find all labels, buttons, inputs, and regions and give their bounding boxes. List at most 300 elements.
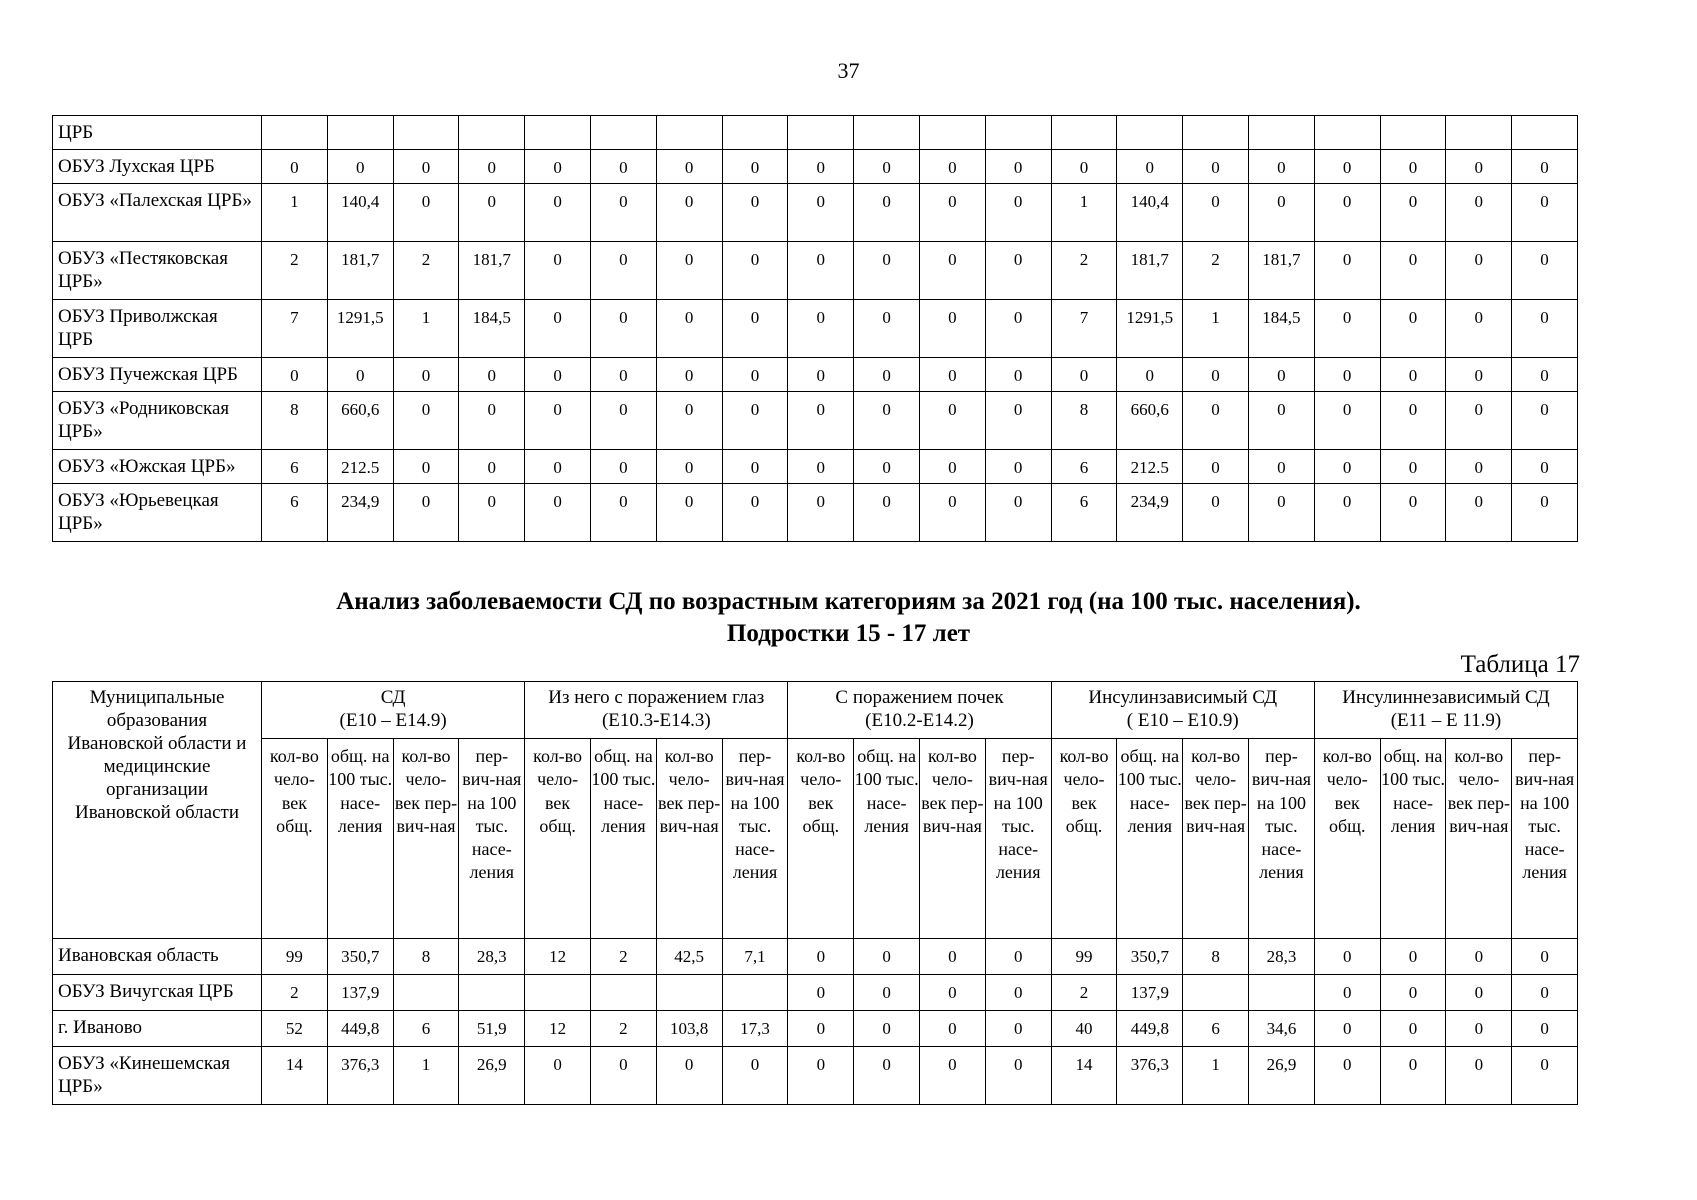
column-subheader: общ. на 100 тыс. насе-ления [1117, 739, 1183, 939]
table-cell: 0 [393, 150, 459, 184]
table-cell: 376,3 [1117, 1047, 1183, 1105]
table-cell: 234,9 [327, 484, 393, 542]
table-row [53, 300, 1578, 358]
table-cell: 40 [1051, 1011, 1117, 1047]
table-cell: 0 [1183, 392, 1249, 450]
column-group-header [525, 682, 788, 739]
table-cell: 0 [1380, 450, 1446, 484]
table-cell [1183, 975, 1249, 1011]
column-group-header [788, 682, 1051, 739]
table-cell: 0 [985, 392, 1051, 450]
table-cell: 14 [262, 1047, 328, 1105]
table-cell: 2 [262, 242, 328, 300]
table-cell: 7 [1051, 300, 1117, 358]
table-cell: 0 [1512, 939, 1578, 975]
table-cell [1051, 116, 1117, 150]
table-cell: 0 [985, 300, 1051, 358]
table-row [53, 484, 1578, 542]
table-cell: 0 [525, 484, 591, 542]
table-cell: 8 [393, 939, 459, 975]
page-number: 37 [837, 58, 860, 83]
table-cell: 0 [985, 150, 1051, 184]
table-cell: 0 [590, 1047, 656, 1105]
table-cell: 0 [1051, 358, 1117, 392]
table-cell: 1 [262, 184, 328, 242]
table-cell: 0 [1117, 358, 1183, 392]
table-cell: 376,3 [327, 1047, 393, 1105]
table-cell: 0 [393, 358, 459, 392]
table-cell: 0 [1248, 450, 1314, 484]
table-cell: 0 [590, 392, 656, 450]
table-cell: 0 [1512, 1047, 1578, 1105]
table-cell: 2 [1051, 975, 1117, 1011]
table-cell: 137,9 [1117, 975, 1183, 1011]
table-cell: 0 [1183, 484, 1249, 542]
table-cell: 0 [525, 358, 591, 392]
table-cell: 137,9 [327, 975, 393, 1011]
column-subheader: кол-во чело-век пер-вич-ная [1183, 739, 1249, 939]
table-cell: 0 [1248, 392, 1314, 450]
table-cell: 0 [919, 242, 985, 300]
table-cell: 2 [393, 242, 459, 300]
table-cell: 0 [1314, 184, 1380, 242]
table-cell: 0 [1380, 150, 1446, 184]
column-subheader: кол-во чело-век общ. [788, 739, 854, 939]
table-cell: 0 [1183, 358, 1249, 392]
table-cell: 0 [1446, 939, 1512, 975]
table-cell: 0 [854, 242, 920, 300]
table-cell: 28,3 [1249, 939, 1315, 975]
table-cell: 660,6 [1117, 392, 1183, 450]
table-cell: 0 [656, 150, 722, 184]
table-cell [393, 116, 459, 150]
table-cell: 0 [1183, 450, 1249, 484]
table-cell: 0 [985, 975, 1051, 1011]
group-header-codes: (Е10.2-Е14.2) [865, 710, 974, 731]
table-cell: 0 [722, 392, 788, 450]
table-cell: 1 [393, 1047, 459, 1105]
table-cell: 0 [1512, 450, 1578, 484]
column-subheader: пер-вич-ная на 100 тыс. насе-ления [722, 739, 788, 939]
table-cell: 26,9 [459, 1047, 525, 1105]
table-cell: 1 [1183, 1047, 1249, 1105]
table-cell: 0 [1446, 242, 1512, 300]
table-cell: 0 [788, 150, 854, 184]
table-cell: 0 [854, 300, 920, 358]
table-cell: 26,9 [1249, 1047, 1315, 1105]
table-cell: 0 [788, 1011, 854, 1047]
table-cell: 0 [1512, 1011, 1578, 1047]
table-cell: 12 [525, 1011, 591, 1047]
table-cell: 0 [722, 300, 788, 358]
table-cell: 181,7 [327, 242, 393, 300]
header-row-subcolumns [53, 739, 1578, 939]
table-cell: 2 [1051, 242, 1117, 300]
table-cell: 0 [1380, 939, 1446, 975]
column-subheader: кол-во чело-век общ. [262, 739, 328, 939]
table-cell: 0 [656, 242, 722, 300]
table-cell [393, 975, 459, 1011]
column-subheader: пер-вич-ная на 100 тыс. насе-ления [985, 739, 1051, 939]
table-cell [854, 116, 920, 150]
table-cell: 0 [1380, 392, 1446, 450]
table-cell: 0 [1380, 358, 1446, 392]
table-cell: 0 [590, 150, 656, 184]
column-subheader: общ. на 100 тыс. насе-ления [327, 739, 393, 939]
table-cell: 1 [1051, 184, 1117, 242]
table-cell: 0 [1183, 184, 1249, 242]
table-cell: 103,8 [656, 1011, 722, 1047]
table-cell: 0 [590, 484, 656, 542]
table-cell: 0 [854, 1047, 920, 1105]
table-cell: 0 [1380, 1011, 1446, 1047]
table-cell: 181,7 [459, 242, 525, 300]
column-subheader: кол-во чело-век общ. [1051, 739, 1117, 939]
table-cell: 28,3 [459, 939, 525, 975]
table-cell: 0 [920, 975, 986, 1011]
table-cell: 0 [985, 450, 1051, 484]
table-cell: 181,7 [1248, 242, 1314, 300]
table-cell: 99 [262, 939, 328, 975]
table-cell [590, 975, 656, 1011]
table-cell: 7,1 [722, 939, 788, 975]
table-row [53, 242, 1578, 300]
data-table-17 [52, 681, 1578, 1105]
table-cell: 0 [1248, 184, 1314, 242]
column-subheader: общ. на 100 тыс. насе-ления [590, 739, 656, 939]
row-label: ОБУЗ «Родниковская ЦРБ» [53, 392, 262, 450]
table-cell: 0 [1380, 300, 1446, 358]
table-cell: 0 [1051, 150, 1117, 184]
table-cell: 0 [788, 358, 854, 392]
table-cell: 0 [1512, 975, 1578, 1011]
table-cell [1248, 116, 1314, 150]
table-cell: 0 [1446, 150, 1512, 184]
group-header-title: Инсулиннезависимый СД [1342, 687, 1550, 708]
table-cell: 0 [525, 184, 591, 242]
table-cell: 0 [1314, 150, 1380, 184]
table-number-label: Таблица 17 [1460, 651, 1580, 678]
table-cell [1512, 116, 1578, 150]
row-label: ОБУЗ «Юрьевецкая ЦРБ» [53, 484, 262, 542]
table-cell: 0 [656, 184, 722, 242]
table-cell: 0 [1446, 392, 1512, 450]
table-cell: 2 [262, 975, 328, 1011]
table-cell: 0 [1117, 150, 1183, 184]
table-cell: 0 [1380, 242, 1446, 300]
table-cell: 184,5 [459, 300, 525, 358]
table-cell [459, 116, 525, 150]
table-cell: 52 [262, 1011, 328, 1047]
table-cell: 0 [656, 1047, 722, 1105]
table-cell: 0 [1314, 392, 1380, 450]
column-group-header [1314, 682, 1577, 739]
table-cell [1117, 116, 1183, 150]
table-cell: 0 [722, 484, 788, 542]
table-cell: 6 [262, 450, 328, 484]
table-cell: 0 [854, 939, 920, 975]
table-cell: 0 [590, 300, 656, 358]
table-cell: 0 [854, 150, 920, 184]
table-cell: 0 [788, 484, 854, 542]
table-cell [1249, 975, 1315, 1011]
table-cell: 0 [1446, 300, 1512, 358]
table-cell: 0 [459, 358, 525, 392]
column-subheader: кол-во чело-век пер-вич-ная [393, 739, 459, 939]
column-subheader: кол-во чело-век пер-вич-ная [656, 739, 722, 939]
table-cell: 0 [1380, 484, 1446, 542]
table-cell: 350,7 [1117, 939, 1183, 975]
table-cell: 0 [919, 450, 985, 484]
table-cell: 2 [590, 939, 656, 975]
table-cell: 1291,5 [327, 300, 393, 358]
table-cell: 0 [854, 484, 920, 542]
table-cell: 449,8 [1117, 1011, 1183, 1047]
column-subheader: общ. на 100 тыс. насе-ления [854, 739, 920, 939]
table-cell: 0 [854, 184, 920, 242]
table-cell: 0 [1314, 358, 1380, 392]
table-cell: 0 [722, 184, 788, 242]
table-cell: 42,5 [656, 939, 722, 975]
table-cell: 0 [1314, 1047, 1380, 1105]
table-cell: 0 [788, 939, 854, 975]
table-cell: 0 [459, 450, 525, 484]
table-cell: 0 [788, 975, 854, 1011]
table-cell: 0 [1380, 1047, 1446, 1105]
table-cell: 0 [854, 450, 920, 484]
row-label: ЦРБ [53, 116, 262, 150]
table-cell: 34,6 [1249, 1011, 1315, 1047]
table-cell: 0 [985, 1047, 1051, 1105]
table-cell: 0 [1380, 975, 1446, 1011]
table-cell: 17,3 [722, 1011, 788, 1047]
table-cell: 0 [1248, 484, 1314, 542]
table-cell [590, 116, 656, 150]
table-row [53, 358, 1578, 392]
table-cell: 0 [656, 450, 722, 484]
table-cell: 0 [722, 1047, 788, 1105]
column-group-header [1051, 682, 1314, 739]
row-label: г. Иваново [53, 1011, 262, 1047]
table-cell [459, 975, 525, 1011]
row-label: ОБУЗ Лухская ЦРБ [53, 150, 262, 184]
table-cell: 0 [985, 484, 1051, 542]
table-cell [1183, 116, 1249, 150]
column-subheader: кол-во чело-век общ. [1314, 739, 1380, 939]
row-label: Ивановская область [53, 939, 262, 975]
table-cell [262, 116, 328, 150]
table-cell [722, 116, 788, 150]
table-cell: 0 [1512, 358, 1578, 392]
table-cell: 0 [1314, 1011, 1380, 1047]
column-subheader: пер-вич-ная на 100 тыс. насе-ления [459, 739, 525, 939]
table-cell: 6 [262, 484, 328, 542]
table-cell: 0 [459, 484, 525, 542]
table-cell: 0 [985, 939, 1051, 975]
table-cell: 0 [525, 300, 591, 358]
table-cell: 0 [722, 242, 788, 300]
column-header-municipality: Муниципальные образования Ивановской области и медицинские организации Ивановской области [53, 682, 262, 939]
header-row-groups [53, 682, 1578, 739]
table-cell: 0 [1314, 939, 1380, 975]
table-cell: 449,8 [327, 1011, 393, 1047]
group-header-codes: (Е10.3-Е14.3) [601, 710, 711, 731]
section-title-line2: Подростки 15 - 17 лет [726, 620, 971, 647]
table-cell: 0 [1512, 184, 1578, 242]
table-cell: 0 [656, 392, 722, 450]
table-cell: 0 [985, 1011, 1051, 1047]
group-header-codes: (Е11 – Е 11.9) [1390, 710, 1502, 731]
table-row [53, 450, 1578, 484]
table-cell [327, 116, 393, 150]
table-cell: 0 [788, 184, 854, 242]
table-cell: 0 [1446, 975, 1512, 1011]
table-cell: 0 [919, 392, 985, 450]
table-row [53, 150, 1578, 184]
table-cell: 0 [393, 450, 459, 484]
table-cell: 0 [525, 450, 591, 484]
table-cell [985, 116, 1051, 150]
table-cell: 8 [1183, 939, 1249, 975]
row-label: ОБУЗ «Пестяковская ЦРБ» [53, 242, 262, 300]
table-cell: 0 [327, 150, 393, 184]
table-cell: 0 [393, 184, 459, 242]
table-cell: 0 [788, 392, 854, 450]
table-cell: 0 [985, 184, 1051, 242]
table-row [53, 1011, 1578, 1047]
table-cell: 184,5 [1248, 300, 1314, 358]
table-cell [1446, 116, 1512, 150]
table-cell: 0 [1446, 184, 1512, 242]
row-label: ОБУЗ «Южская ЦРБ» [53, 450, 262, 484]
table-cell: 99 [1051, 939, 1117, 975]
table-cell [1314, 116, 1380, 150]
table-cell: 0 [590, 450, 656, 484]
section-title [0, 586, 1697, 650]
table-cell: 0 [1314, 484, 1380, 542]
group-header-title: СД [380, 687, 406, 708]
table-cell: 0 [327, 358, 393, 392]
table-cell: 0 [590, 242, 656, 300]
table-cell: 0 [1512, 300, 1578, 358]
group-header-codes: (Е10 – Е14.9) [339, 710, 447, 731]
table-cell: 0 [788, 300, 854, 358]
table-cell [919, 116, 985, 150]
table-cell: 0 [393, 392, 459, 450]
table-cell: 6 [1051, 450, 1117, 484]
table-cell: 0 [788, 1047, 854, 1105]
table-cell: 6 [1051, 484, 1117, 542]
table-cell: 2 [590, 1011, 656, 1047]
table-row [53, 184, 1578, 242]
table-cell: 0 [1314, 975, 1380, 1011]
column-subheader: кол-во чело-век пер-вич-ная [1446, 739, 1512, 939]
table-cell: 0 [590, 358, 656, 392]
table-cell [788, 116, 854, 150]
table-cell: 140,4 [1117, 184, 1183, 242]
table-cell: 1 [1183, 300, 1249, 358]
table-cell: 0 [525, 392, 591, 450]
table-row [53, 392, 1578, 450]
table-cell [656, 116, 722, 150]
table-cell: 0 [1512, 392, 1578, 450]
table-cell: 0 [788, 242, 854, 300]
table-cell: 0 [656, 300, 722, 358]
table-cell: 1 [393, 300, 459, 358]
table-cell: 2 [1183, 242, 1249, 300]
column-group-header [262, 682, 525, 739]
table-cell: 0 [1380, 184, 1446, 242]
table-cell: 0 [1446, 1047, 1512, 1105]
table-cell: 51,9 [459, 1011, 525, 1047]
table-cell: 0 [1314, 450, 1380, 484]
table-cell: 0 [525, 150, 591, 184]
table-cell: 0 [1512, 242, 1578, 300]
group-header-title: Из него с поражением глаз [548, 687, 765, 708]
section-title-line1: Анализ заболеваемости СД по возрастным категориям за 2021 год (на 100 тыс. населения). [336, 588, 1361, 615]
column-subheader: общ. на 100 тыс. насе-ления [1380, 739, 1446, 939]
table-cell [525, 975, 591, 1011]
table-cell: 0 [1512, 484, 1578, 542]
row-label: ОБУЗ Пучежская ЦРБ [53, 358, 262, 392]
table-cell: 0 [920, 1047, 986, 1105]
table-cell: 0 [1248, 150, 1314, 184]
table-cell: 0 [1446, 450, 1512, 484]
table-cell: 0 [788, 450, 854, 484]
table-cell: 0 [262, 150, 328, 184]
table-row [53, 116, 1578, 150]
table-cell: 8 [262, 392, 328, 450]
table-cell: 0 [919, 358, 985, 392]
column-subheader: кол-во чело-век общ. [525, 739, 591, 939]
table-cell [656, 975, 722, 1011]
table-cell: 0 [459, 184, 525, 242]
table-cell: 0 [459, 392, 525, 450]
table-cell: 0 [1446, 1011, 1512, 1047]
table-cell: 14 [1051, 1047, 1117, 1105]
table-cell: 0 [1446, 358, 1512, 392]
table-cell [722, 975, 788, 1011]
table-row [53, 975, 1578, 1011]
row-label: ОБУЗ «Кинешемская ЦРБ» [53, 1047, 262, 1105]
table-cell: 0 [459, 150, 525, 184]
table-cell: 0 [854, 392, 920, 450]
table-cell: 0 [1314, 300, 1380, 358]
table-cell: 660,6 [327, 392, 393, 450]
table-cell: 212.5 [1117, 450, 1183, 484]
table-cell: 0 [854, 975, 920, 1011]
table-cell: 0 [920, 1011, 986, 1047]
table-cell: 12 [525, 939, 591, 975]
table-cell: 350,7 [327, 939, 393, 975]
table-cell: 0 [1248, 358, 1314, 392]
table-cell: 0 [919, 484, 985, 542]
column-subheader: пер-вич-ная на 100 тыс. насе-ления [1512, 739, 1578, 939]
column-subheader: кол-во чело-век пер-вич-ная [920, 739, 986, 939]
table-cell: 0 [525, 242, 591, 300]
table-cell: 0 [920, 939, 986, 975]
table-cell: 0 [919, 184, 985, 242]
table-cell [525, 116, 591, 150]
table-cell [1380, 116, 1446, 150]
table-cell: 0 [262, 358, 328, 392]
table-cell: 0 [854, 1011, 920, 1047]
table-cell: 0 [656, 484, 722, 542]
table-cell: 0 [854, 358, 920, 392]
table-cell: 234,9 [1117, 484, 1183, 542]
table-row [53, 939, 1578, 975]
group-header-title: Инсулинзависимый СД [1088, 687, 1278, 708]
